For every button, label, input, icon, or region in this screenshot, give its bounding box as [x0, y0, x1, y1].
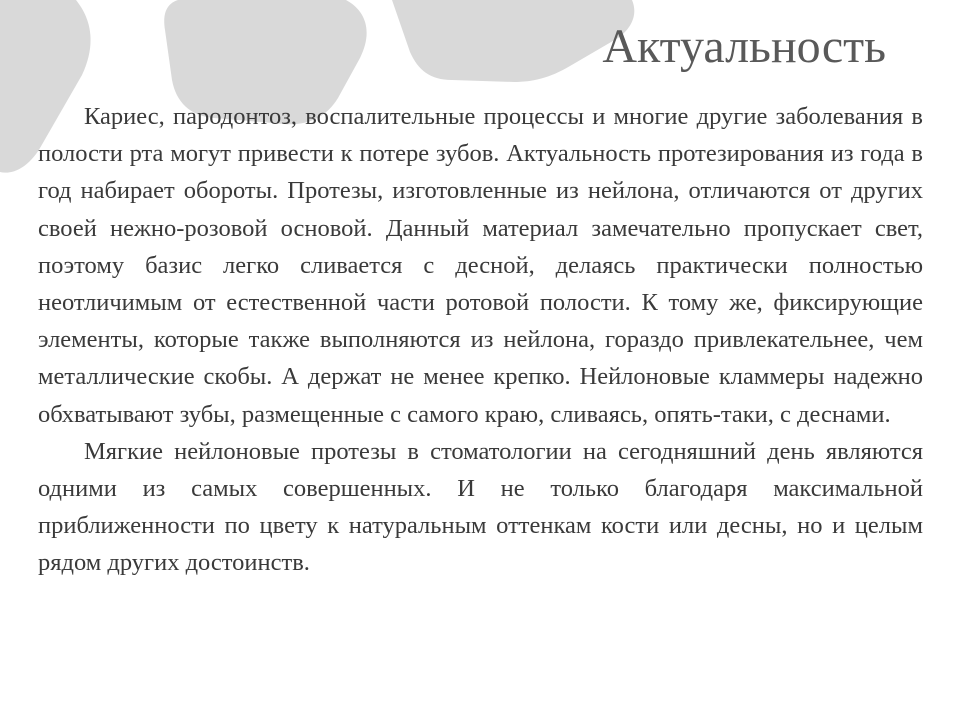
decor-shape-right: [392, 0, 634, 82]
paragraph-1: Кариес, пародонтоз, воспалительные процессы и многие другие заболевания в полости рта могут привести к потере зубов. Актуальность протезирования из года в год набирает обороты. Протезы, изготовленные из нейлона, отличаются от других своей нежно-розовой основой. Данный материал замечательно пропускает свет, поэтому базис легко сливается с десной, делаясь практически полностью неотличимым от естественной части ротовой полости. К тому же, фиксирующие элементы, которые также выполняются из нейлона, гораздо привлекательнее, чем металлические скобы. А держат не менее крепко. Нейлоновые кламмеры надежно обхватывают зубы, размещенные с самого краю, сливаясь, опять-таки, с деснами.: [38, 103, 923, 428]
slide-title: Актуальность: [602, 20, 886, 73]
paragraph-2: Мягкие нейлоновые протезы в стоматологии на сегодняшний день являются одними из самых совершенных. И не только благодаря максимальной приближенности по цвету к натуральным оттенкам кости или десны, но и целым рядом других достоинств.: [38, 437, 923, 577]
body-text: [38, 98, 923, 582]
